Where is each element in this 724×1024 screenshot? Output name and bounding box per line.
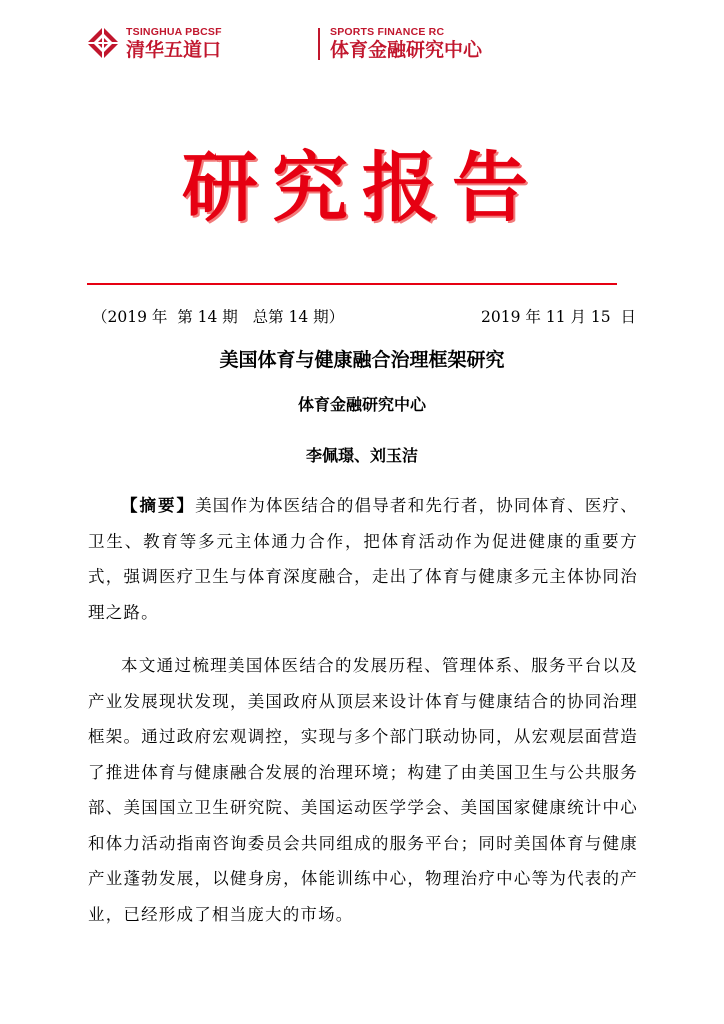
issue-date: 2019 年 11 月 15 日	[481, 308, 636, 326]
logo-english-left: TSINGHUA PBCSF	[126, 26, 222, 38]
issue-number: （2019 年 第 14 期 总第 14 期）	[92, 308, 345, 326]
title-divider	[87, 283, 617, 285]
article-title: 美国体育与健康融合治理框架研究	[219, 349, 505, 371]
logo-english-right: SPORTS FINANCE RC	[330, 26, 445, 38]
report-title: 研究报告	[182, 143, 542, 232]
header-logo	[86, 22, 483, 64]
authors: 李佩璟、刘玉洁	[305, 446, 418, 465]
abstract-label: 【摘要】	[121, 496, 196, 515]
organization: 体育金融研究中心	[297, 395, 426, 414]
abstract-text: 美国作为体医结合的倡导者和先行者，协同体育、医疗、卫生、教育等多元主体通力合作，把体育活动作为促进健康的重要方式，强调医疗卫生与体育深度融合，走出了体育与健康多元主体协同治理之路。	[88, 496, 639, 622]
logo-chinese-left: 清华五道口	[126, 39, 222, 61]
logo-chinese-right: 体育金融研究中心	[330, 39, 483, 61]
tsinghua-logo-icon	[86, 26, 120, 60]
abstract-paragraph	[88, 488, 638, 630]
logo-divider	[318, 28, 320, 60]
body-paragraph: 本文通过梳理美国体医结合的发展历程、管理体系、服务平台以及产业发展现状发现，美国政府从顶层来设计体育与健康结合的协同治理框架。通过政府宏观调控，实现与多个部门联动协同，从宏观层面营造了推进体育与健康融合发展的治理环境；构建了由美国卫生与公共服务部、美国国立卫生研究院、美国运动医学学会、美国国家健康统计中心和体力活动指南咨询委员会共同组成的服务平台；同时美国体育与健康产业蓬勃发展，以健身房，体能训练中心，物理治疗中心等为代表的产业，已经形成了相当庞大的市场。	[88, 656, 638, 924]
